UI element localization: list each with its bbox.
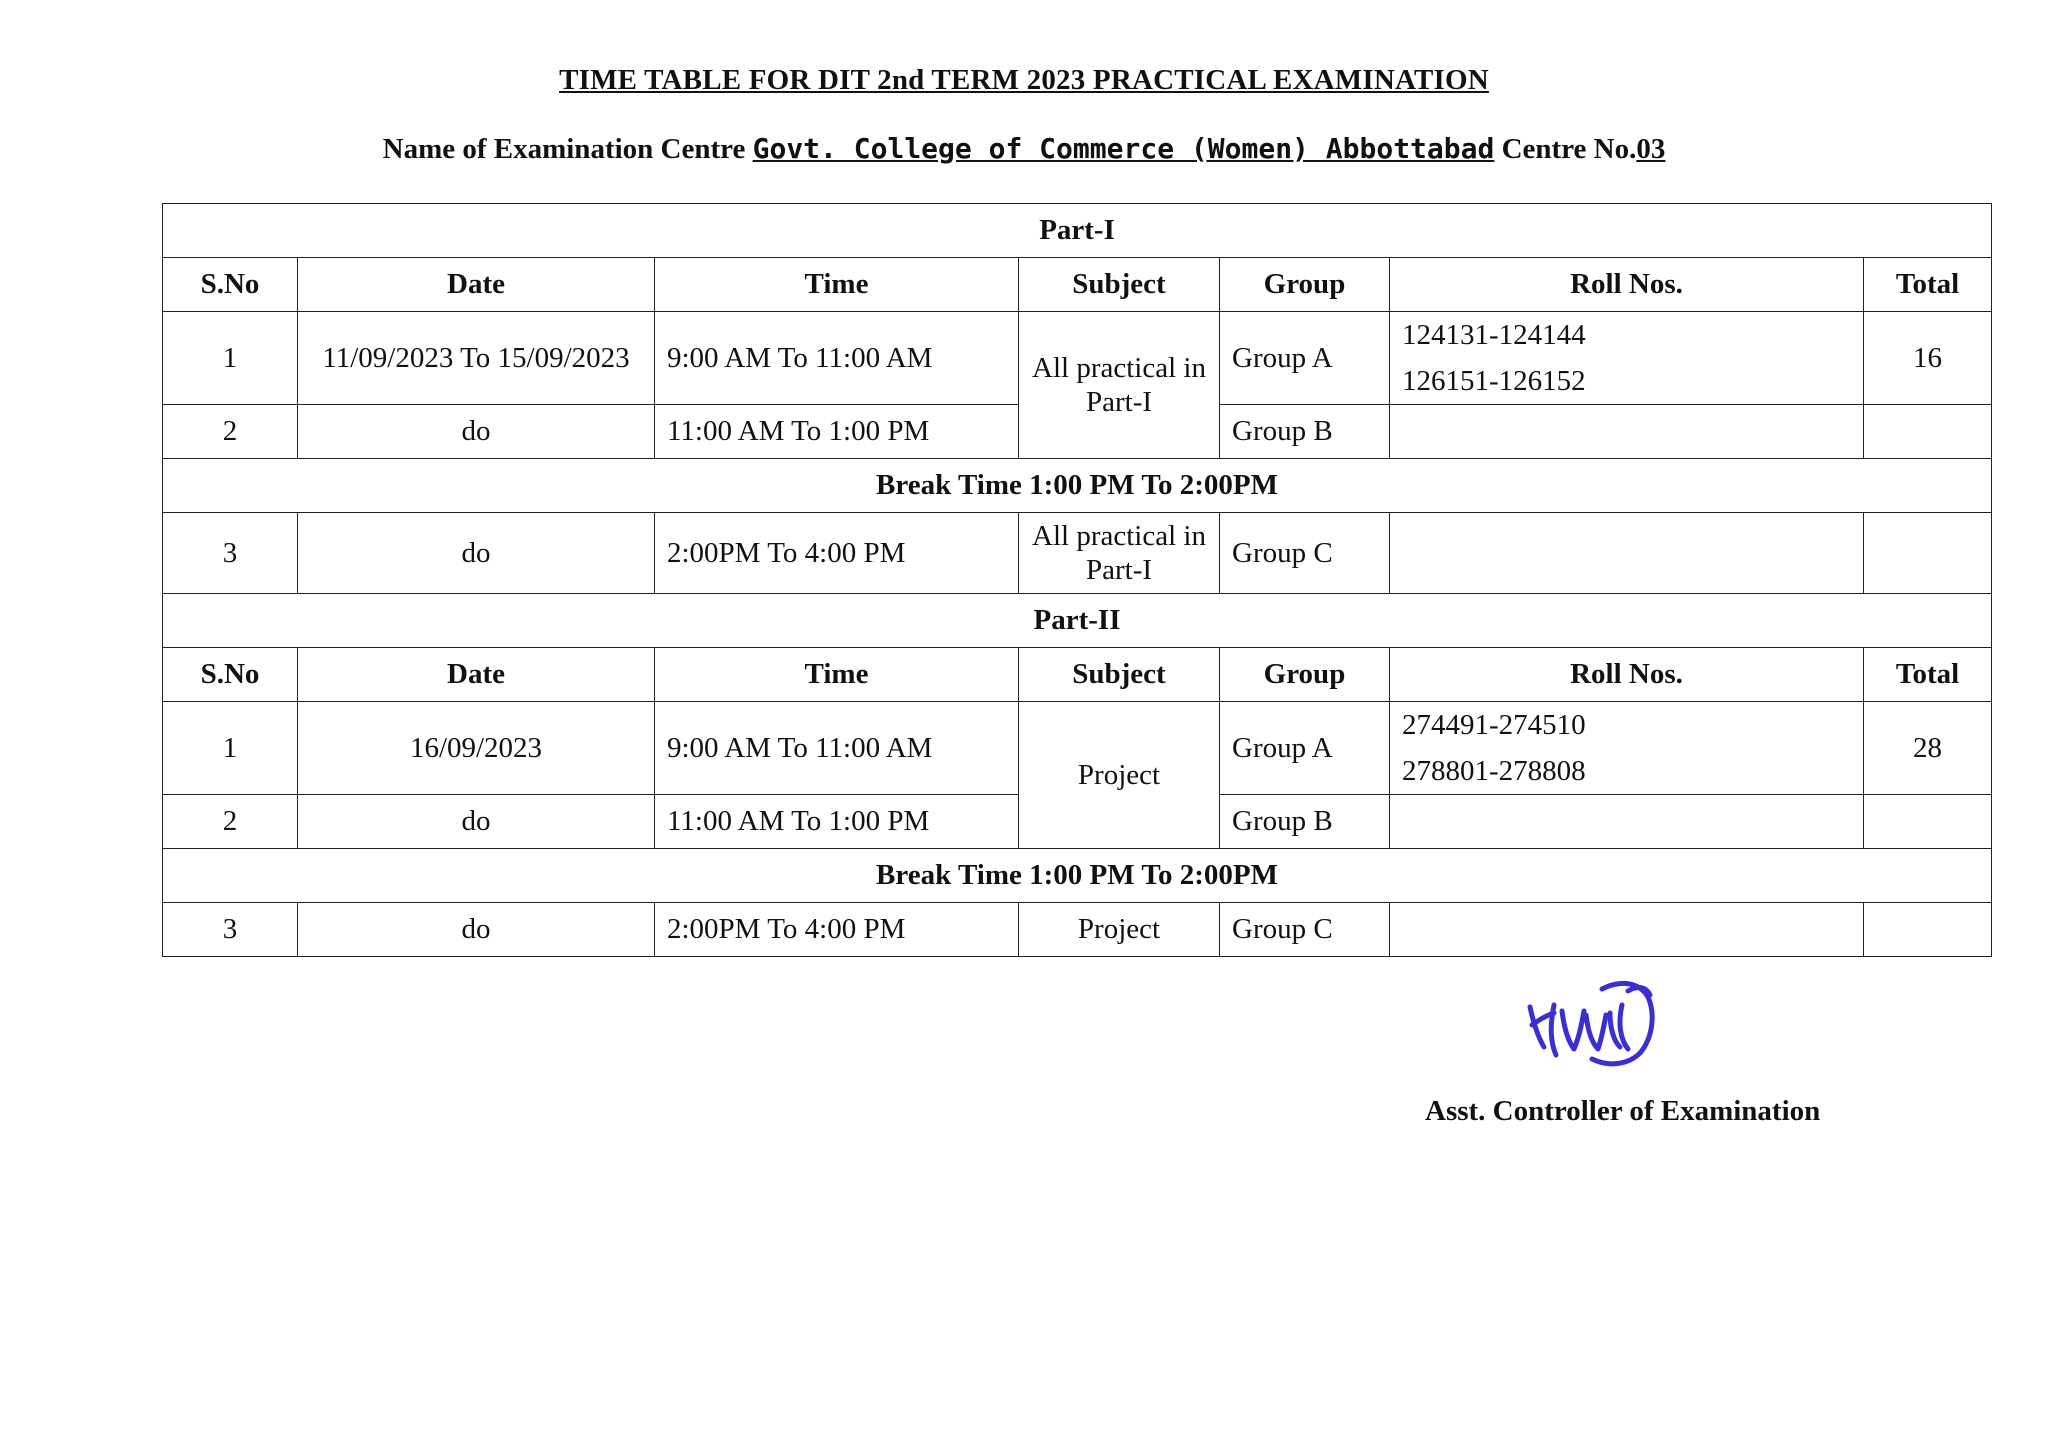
centre-line (0, 132, 2048, 166)
col-header-total: Total (1864, 648, 1992, 702)
group-cell: Group A (1220, 702, 1390, 795)
col-header-subject: Subject (1019, 258, 1220, 312)
total-cell (1864, 903, 1992, 957)
col-header-total: Total (1864, 258, 1992, 312)
sno-cell: 2 (163, 405, 298, 459)
time-cell: 11:00 AM To 1:00 PM (655, 795, 1019, 849)
roll-nos-cell (1390, 903, 1864, 957)
date-cell: do (298, 513, 655, 594)
part1-label: Part-I (163, 204, 1992, 258)
part1-header-row (163, 204, 1992, 258)
col-header-date: Date (298, 258, 655, 312)
break-time-label: Break Time 1:00 PM To 2:00PM (163, 849, 1992, 903)
table-row (163, 312, 1992, 405)
date-cell: do (298, 795, 655, 849)
roll-nos-cell (1390, 702, 1864, 795)
signatory-title: Asst. Controller of Examination (1425, 1095, 1821, 1127)
handwritten-signature (1510, 975, 1700, 1100)
sno-cell: 1 (163, 312, 298, 405)
table-row (163, 513, 1992, 594)
subject-cell: All practical in Part-I (1019, 513, 1220, 594)
part2-column-headers (163, 648, 1992, 702)
col-header-roll-nos: Roll Nos. (1390, 258, 1864, 312)
roll-range: 124131-124144 (1402, 319, 1586, 351)
centre-no: 03 (1636, 133, 1666, 165)
group-cell: Group B (1220, 795, 1390, 849)
sno-cell: 1 (163, 702, 298, 795)
roll-range: 278801-278808 (1402, 755, 1586, 787)
group-cell: Group C (1220, 903, 1390, 957)
centre-no-label: Centre No. (1501, 133, 1637, 165)
col-header-sno: S.No (163, 648, 298, 702)
time-cell: 11:00 AM To 1:00 PM (655, 405, 1019, 459)
col-header-date: Date (298, 648, 655, 702)
group-cell: Group A (1220, 312, 1390, 405)
time-cell: 9:00 AM To 11:00 AM (655, 312, 1019, 405)
date-cell: 11/09/2023 To 15/09/2023 (298, 312, 655, 405)
group-cell: Group C (1220, 513, 1390, 594)
page-title: TIME TABLE FOR DIT 2nd TERM 2023 PRACTICAL EXAMINATION (559, 64, 1489, 96)
date-cell: do (298, 405, 655, 459)
col-header-subject: Subject (1019, 648, 1220, 702)
col-header-time: Time (655, 648, 1019, 702)
sno-cell: 2 (163, 795, 298, 849)
subject-cell: All practical in Part-I (1019, 312, 1220, 459)
roll-range: 274491-274510 (1402, 709, 1586, 741)
centre-name: Govt. College of Commerce (Women) Abbottabad (752, 132, 1495, 165)
col-header-group: Group (1220, 258, 1390, 312)
break-time-label: Break Time 1:00 PM To 2:00PM (163, 459, 1992, 513)
part2-header-row (163, 594, 1992, 648)
roll-range: 126151-126152 (1402, 365, 1586, 397)
part2-label: Part-II (163, 594, 1992, 648)
group-cell: Group B (1220, 405, 1390, 459)
sno-cell: 3 (163, 903, 298, 957)
roll-nos-cell (1390, 405, 1864, 459)
col-header-sno: S.No (163, 258, 298, 312)
time-cell: 2:00PM To 4:00 PM (655, 513, 1019, 594)
break-row (163, 459, 1992, 513)
timetable (162, 203, 1992, 957)
subject-cell: Project (1019, 903, 1220, 957)
centre-prefix: Name of Examination Centre (382, 133, 746, 165)
sno-cell: 3 (163, 513, 298, 594)
roll-nos-cell (1390, 795, 1864, 849)
col-header-time: Time (655, 258, 1019, 312)
total-cell (1864, 405, 1992, 459)
signature-strokes (1530, 983, 1652, 1063)
subject-cell: Project (1019, 702, 1220, 849)
total-cell: 16 (1864, 312, 1992, 405)
table-row (163, 903, 1992, 957)
roll-nos-cell (1390, 513, 1864, 594)
total-cell: 28 (1864, 702, 1992, 795)
date-cell: 16/09/2023 (298, 702, 655, 795)
total-cell (1864, 795, 1992, 849)
time-cell: 9:00 AM To 11:00 AM (655, 702, 1019, 795)
part1-column-headers (163, 258, 1992, 312)
col-header-roll-nos: Roll Nos. (1390, 648, 1864, 702)
col-header-group: Group (1220, 648, 1390, 702)
date-cell: do (298, 903, 655, 957)
time-cell: 2:00PM To 4:00 PM (655, 903, 1019, 957)
roll-nos-cell (1390, 312, 1864, 405)
break-row (163, 849, 1992, 903)
table-row (163, 702, 1992, 795)
total-cell (1864, 513, 1992, 594)
